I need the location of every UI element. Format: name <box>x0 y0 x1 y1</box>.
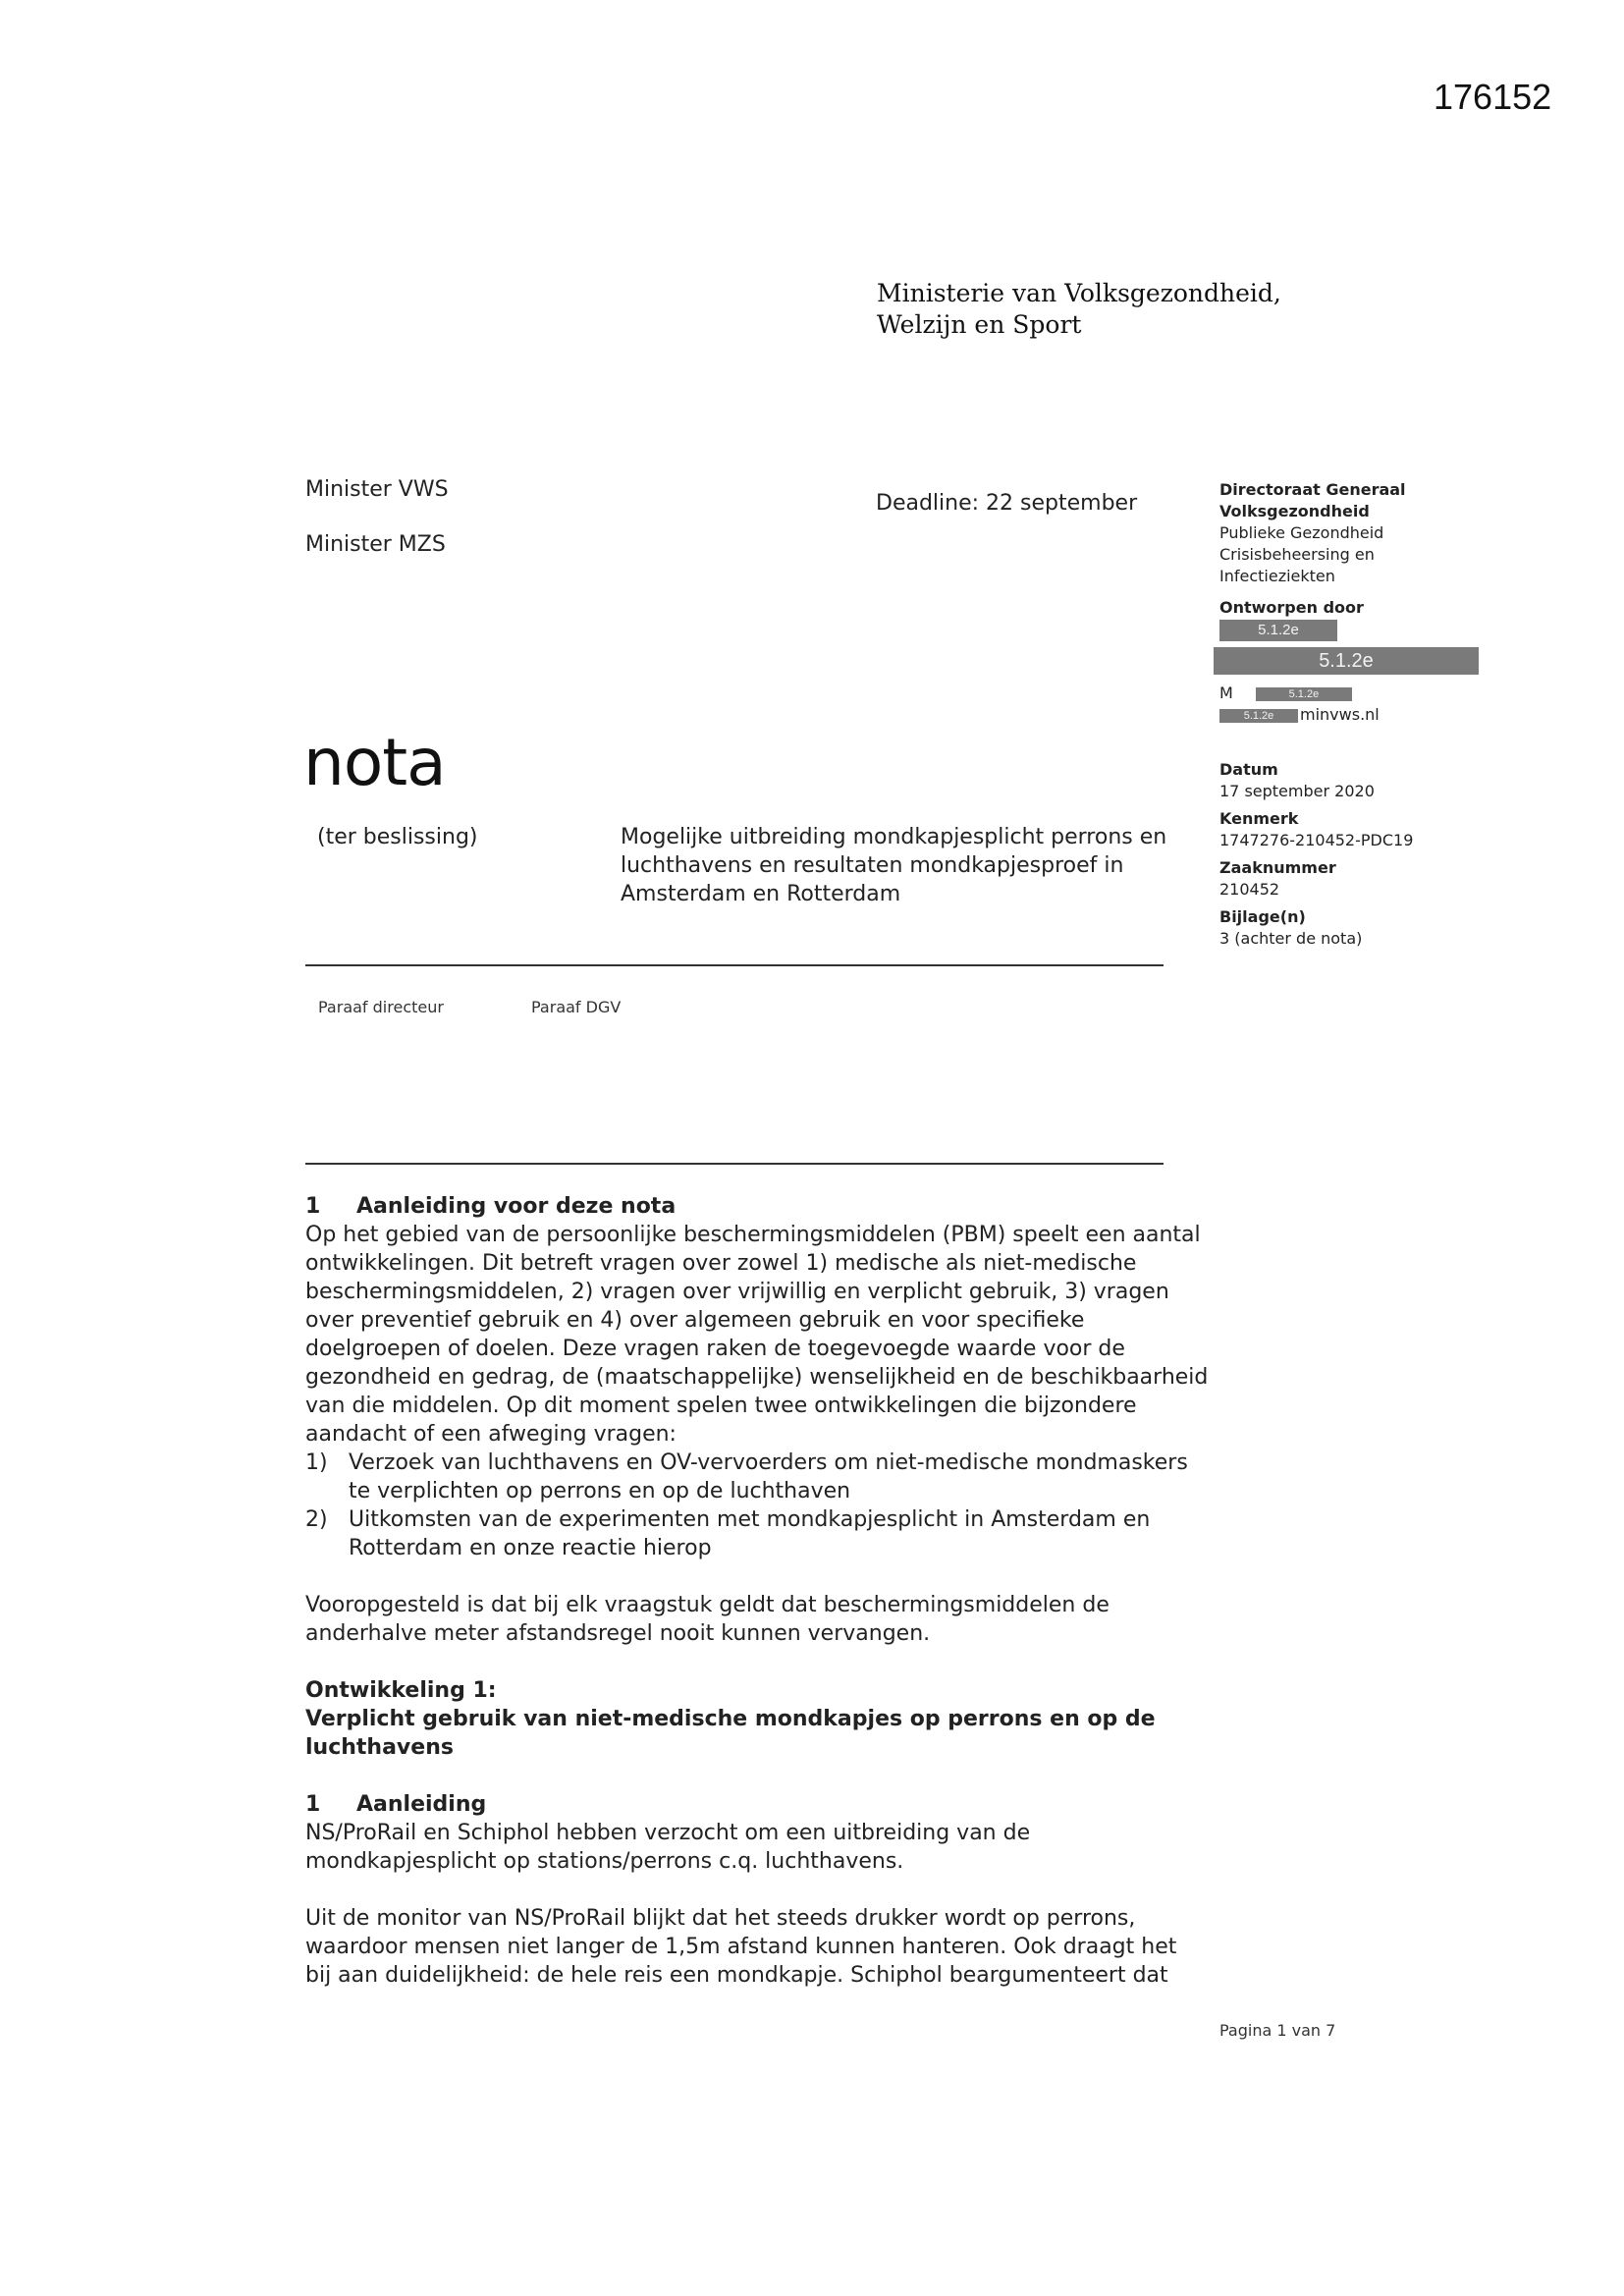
ministry-logo-text <box>877 278 1281 341</box>
section-number: 1 <box>305 1792 321 1817</box>
development-title: Verplicht gebruik van niet-medische mondkapjes op perrons en op de luchthavens <box>305 1707 1156 1760</box>
section-title: Aanleiding voor deze nota <box>356 1194 677 1219</box>
redaction-block: 5.1.2e <box>1219 709 1298 723</box>
list-item <box>305 1449 1209 1505</box>
list-item <box>305 1505 1209 1562</box>
addressee-1: Minister VWS <box>305 477 449 502</box>
ministry-line-2: Welzijn en Sport <box>877 310 1082 339</box>
section-heading <box>305 1192 1209 1221</box>
list-item-number: 2) <box>305 1507 328 1532</box>
document-id: 176152 <box>1434 77 1552 117</box>
email-suffix: minvws.nl <box>1300 705 1380 724</box>
paraaf-director: Paraaf directeur <box>318 998 444 1016</box>
date-label: Datum <box>1219 760 1278 779</box>
reference-value: 1747276-210452-PDC19 <box>1219 831 1414 849</box>
section-number: 1 <box>305 1194 321 1219</box>
mobile-prefix: M <box>1219 683 1233 702</box>
subject: Mogelijke uitbreiding mondkapjesplicht perrons en luchthavens en resultaten mondkapjesproef in Amsterdam en Rotterdam <box>621 825 1167 906</box>
decision-type: (ter beslissing) <box>317 825 478 849</box>
list-item-text: Uitkomsten van de experimenten met mondkapjesplicht in Amsterdam en Rotterdam en onze reactie hierop <box>349 1507 1151 1560</box>
paraaf-dgv: Paraaf DGV <box>531 998 622 1016</box>
paragraph: NS/ProRail en Schiphol hebben verzocht om een uitbreiding van de mondkapjesplicht op stations/perrons c.q. luchthavens. <box>305 1821 1031 1874</box>
directorate: Directoraat Generaal Volksgezondheid <box>1219 480 1406 520</box>
paragraph: Vooropgesteld is dat bij elk vraagstuk geldt dat beschermingsmiddelen de anderhalve meter afstandsregel nooit kunnen vervangen. <box>305 1593 1110 1646</box>
designed-by-label: Ontworpen door <box>1219 598 1364 617</box>
ministry-line-1: Ministerie van Volksgezondheid, <box>877 279 1281 307</box>
metadata-sidebar <box>1219 479 1514 950</box>
document-type: nota <box>303 725 446 800</box>
document-body <box>305 1192 1209 1990</box>
case-number-label: Zaaknummer <box>1219 858 1336 877</box>
section-heading <box>305 1790 1209 1819</box>
list-item-number: 1) <box>305 1450 328 1475</box>
paragraph: Uit de monitor van NS/ProRail blijkt dat het steeds drukker wordt op perrons, waardoor mensen niet langer de 1,5m afstand kunnen hanteren. Ook draagt het bij aan duidelijkheid: de hele reis een mondkapje. Schiphol beargumenteert dat <box>305 1906 1177 1988</box>
redaction-block: 5.1.2e <box>1219 620 1337 641</box>
date-value: 17 september 2020 <box>1219 782 1375 800</box>
section-title: Aanleiding <box>356 1792 487 1817</box>
addressee-2: Minister MZS <box>305 532 446 557</box>
development-label: Ontwikkeling 1: <box>305 1678 497 1703</box>
redaction-block: 5.1.2e <box>1214 647 1479 675</box>
divider <box>305 1163 1164 1165</box>
redaction-block: 5.1.2e <box>1256 687 1352 701</box>
deadline: Deadline: 22 september <box>876 491 1138 516</box>
development-list <box>305 1449 1209 1562</box>
department: Publieke Gezondheid Crisisbeheersing en Infectieziekten <box>1219 523 1384 585</box>
paragraph: Op het gebied van de persoonlijke beschermingsmiddelen (PBM) speelt een aantal ontwikkelingen. Dit betreft vragen over zowel 1) medische als niet-medische beschermingsmiddelen, 2) vragen over vrijwillig en verplicht gebruik, 3) vragen over preventief gebruik en 4) over algemeen gebruik en voor specifieke doelgroepen of doelen. Deze vragen raken de toegevoegde waarde voor de gezondheid en gedrag, de (maatschappelijke) wenselijkheid en de beschikbaarheid van die middelen. Op dit moment spelen twee ontwikkelingen die bijzondere aandacht of een afweging vragen: <box>305 1223 1209 1447</box>
divider <box>305 964 1164 966</box>
list-item-text: Verzoek van luchthavens en OV-vervoerders om niet-medische mondmaskers te verplichten op perrons en op de luchthaven <box>349 1450 1188 1503</box>
reference-label: Kenmerk <box>1219 809 1299 828</box>
attachments-label: Bijlage(n) <box>1219 907 1306 926</box>
case-number-value: 210452 <box>1219 880 1280 899</box>
attachments-value: 3 (achter de nota) <box>1219 929 1363 948</box>
page-number: Pagina 1 van 7 <box>1219 2021 1336 2040</box>
